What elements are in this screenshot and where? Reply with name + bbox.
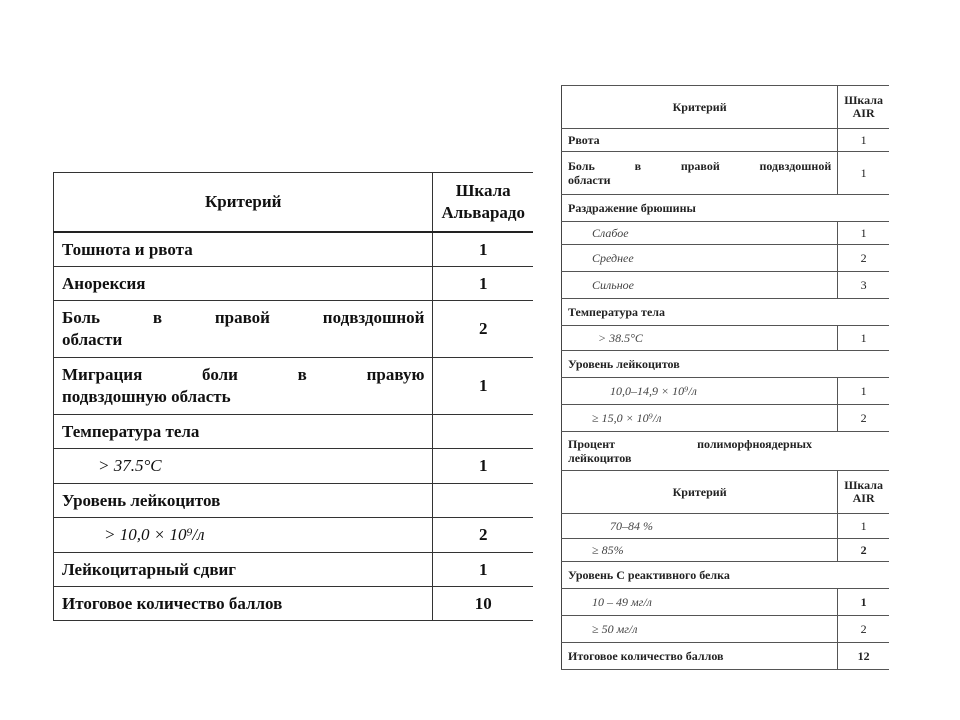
total-score: 12 bbox=[838, 643, 889, 670]
criterion-cell: Среднее bbox=[562, 245, 838, 272]
header-scale bbox=[838, 86, 889, 129]
table-row bbox=[562, 378, 890, 405]
criterion-line1: Миграция боли в правую bbox=[62, 365, 425, 384]
total-score: 10 bbox=[433, 587, 533, 621]
criterion-cell bbox=[562, 152, 838, 195]
criterion-cell: Уровень лейкоцитов bbox=[562, 351, 890, 378]
header-scale-line1: Шкала bbox=[455, 181, 511, 200]
header-scale-line2: AIR bbox=[852, 491, 875, 505]
criterion-cell: Анорексия bbox=[54, 267, 433, 301]
header-criterion: Критерий bbox=[562, 86, 838, 129]
header-scale-line2: AIR bbox=[852, 106, 875, 120]
table-row bbox=[562, 195, 890, 222]
criterion-cell: > 10,0 × 10⁹/л bbox=[54, 518, 433, 553]
air-score-table bbox=[561, 85, 889, 670]
score-cell: 3 bbox=[838, 272, 889, 299]
score-cell: 1 bbox=[838, 152, 889, 195]
table-row bbox=[54, 358, 534, 415]
criterion-cell: 10 – 49 мг/л bbox=[562, 589, 838, 616]
criterion-cell bbox=[54, 301, 433, 358]
criterion-cell: Тошнота и рвота bbox=[54, 232, 433, 267]
table-total-row bbox=[54, 587, 534, 621]
table-row bbox=[562, 245, 890, 272]
score-cell bbox=[433, 484, 533, 518]
score-cell: 2 bbox=[838, 539, 889, 562]
criterion-cell: Раздражение брюшины bbox=[562, 195, 890, 222]
criterion-cell bbox=[562, 432, 890, 471]
header-scale-line2: Альварадо bbox=[441, 203, 525, 222]
table-row bbox=[562, 129, 890, 152]
score-cell: 1 bbox=[838, 326, 889, 351]
header-criterion: Критерий bbox=[54, 173, 433, 233]
criterion-cell: ≥ 50 мг/л bbox=[562, 616, 838, 643]
total-label: Итоговое количество баллов bbox=[562, 643, 838, 670]
criterion-cell: ≥ 15,0 × 10⁹/л bbox=[562, 405, 838, 432]
score-cell: 1 bbox=[838, 589, 889, 616]
criterion-cell: ≥ 85% bbox=[562, 539, 838, 562]
score-cell: 2 bbox=[433, 518, 533, 553]
score-cell: 1 bbox=[838, 129, 889, 152]
score-cell: 1 bbox=[433, 267, 533, 301]
table-row bbox=[562, 405, 890, 432]
total-label: Итоговое количество баллов bbox=[54, 587, 433, 621]
score-cell: 1 bbox=[838, 378, 889, 405]
table-row bbox=[562, 589, 890, 616]
score-cell: 1 bbox=[433, 232, 533, 267]
criterion-cell: 10,0–14,9 × 10⁹/л bbox=[562, 378, 838, 405]
criterion-line1: Боль в правой подвздошной bbox=[62, 308, 425, 327]
score-cell: 1 bbox=[838, 514, 889, 539]
header-scale-line1: Шкала bbox=[844, 93, 883, 107]
criterion-line1: Боль в правой подвздошной bbox=[568, 159, 832, 173]
score-cell: 2 bbox=[838, 405, 889, 432]
score-cell: 2 bbox=[838, 616, 889, 643]
criterion-line2: лейкоцитов bbox=[568, 451, 632, 465]
table-header-row bbox=[54, 173, 534, 233]
table-row bbox=[562, 299, 890, 326]
table-row bbox=[562, 326, 890, 351]
table-row bbox=[562, 432, 890, 471]
criterion-line2: области bbox=[568, 173, 611, 187]
criterion-cell: > 37.5°C bbox=[54, 449, 433, 484]
score-cell: 1 bbox=[433, 449, 533, 484]
criterion-cell: > 38.5°C bbox=[562, 326, 838, 351]
table-row bbox=[54, 267, 534, 301]
criterion-cell: Уровень лейкоцитов bbox=[54, 484, 433, 518]
score-cell: 1 bbox=[433, 358, 533, 415]
criterion-cell: Слабое bbox=[562, 222, 838, 245]
criterion-cell: 70–84 % bbox=[562, 514, 838, 539]
criterion-line1: Процент полиморфноядерных bbox=[568, 437, 812, 451]
criterion-cell: Рвота bbox=[562, 129, 838, 152]
table-row bbox=[54, 232, 534, 267]
table-row bbox=[562, 539, 890, 562]
score-cell: 2 bbox=[838, 245, 889, 272]
alvarado-score-table bbox=[53, 172, 533, 621]
header-scale bbox=[433, 173, 533, 233]
criterion-cell: Уровень С реактивного белка bbox=[562, 562, 890, 589]
table-total-row bbox=[562, 643, 890, 670]
table-row bbox=[562, 222, 890, 245]
score-cell: 1 bbox=[433, 553, 533, 587]
criterion-line2: подвздошную область bbox=[62, 387, 231, 406]
table-header-row-2 bbox=[562, 471, 890, 514]
table-row bbox=[54, 449, 534, 484]
table-row bbox=[54, 301, 534, 358]
table-row bbox=[562, 514, 890, 539]
header-criterion: Критерий bbox=[562, 471, 838, 514]
table-row bbox=[562, 616, 890, 643]
table-row bbox=[54, 553, 534, 587]
table-row bbox=[562, 152, 890, 195]
table-row bbox=[562, 272, 890, 299]
table-row bbox=[54, 484, 534, 518]
score-cell bbox=[433, 415, 533, 449]
score-cell: 1 bbox=[838, 222, 889, 245]
score-cell: 2 bbox=[433, 301, 533, 358]
criterion-cell: Температура тела bbox=[54, 415, 433, 449]
table-row bbox=[562, 351, 890, 378]
header-scale bbox=[838, 471, 889, 514]
table-row bbox=[54, 518, 534, 553]
criterion-cell: Лейкоцитарный сдвиг bbox=[54, 553, 433, 587]
header-scale-line1: Шкала bbox=[844, 478, 883, 492]
criterion-line2: области bbox=[62, 330, 123, 349]
criterion-cell: Температура тела bbox=[562, 299, 890, 326]
table-header-row bbox=[562, 86, 890, 129]
table-row bbox=[54, 415, 534, 449]
criterion-cell bbox=[54, 358, 433, 415]
table-row bbox=[562, 562, 890, 589]
criterion-cell: Сильное bbox=[562, 272, 838, 299]
